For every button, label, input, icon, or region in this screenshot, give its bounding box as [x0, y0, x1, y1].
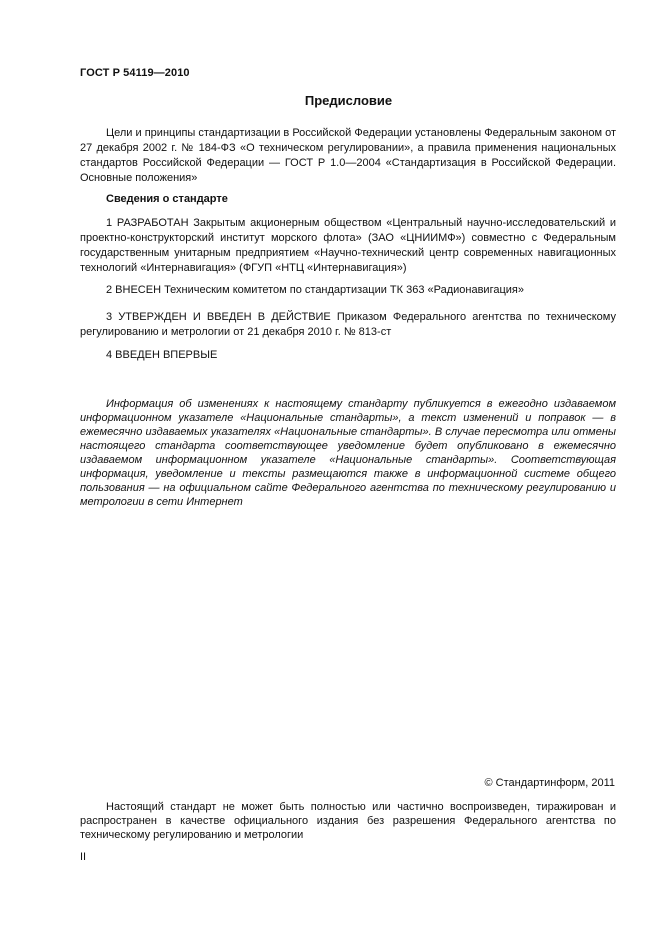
- info-item-3-text: 3 УТВЕРЖДЕН И ВВЕДЕН В ДЕЙСТВИЕ Приказом Федерального агентства по техническому регулированию и метрологии от 21 декабря 2010 г. № 813-ст: [80, 311, 616, 338]
- info-item-1: [80, 216, 616, 276]
- info-item-2-text: 2 ВНЕСЕН Техническим комитетом по стандартизации ТК 363 «Радионавигация»: [106, 284, 524, 296]
- page-number: II: [80, 851, 87, 863]
- changes-info-paragraph: [80, 397, 616, 509]
- info-item-3: [80, 310, 616, 340]
- section-heading: Сведения о стандарте: [106, 193, 228, 205]
- copyright-notice: © Стандартинформ, 2011: [484, 777, 615, 789]
- changes-info-text: Информация об изменениях к настоящему стандарту публикуется в ежегодно издаваемом информационном указателе «Национальные стандарты», а текст изменений и поправок — в ежемесячно издаваемых указателях «Национальные стандарты». В случае пересмотра или отмены настоящего стандарта соответствующее уведомление будет опубликовано в ежемесячно издаваемом информационном указателе «Национальные стандарты». Соответствующая информация, уведомление и тексты размещаются также в информационной системе общего пользования — на официальном сайте Федерального агентства по техническому регулированию и метрологии в сети Интернет: [80, 398, 616, 508]
- info-item-4: [80, 348, 616, 363]
- info-item-1-text: 1 РАЗРАБОТАН Закрытым акционерным обществом «Центральный научно-исследовательский и проектно-конструкторский институт морского флота» (ЗАО «ЦНИИМФ») совместно с Федеральным государственным унитарным предприятием «Научно-технический центр современных навигационных технологий «Интернавигация» (ФГУП «НТЦ «Интернавигация»): [80, 217, 616, 274]
- standard-code: ГОСТ Р 54119—2010: [80, 67, 190, 79]
- reproduction-note: [80, 800, 616, 842]
- info-item-4-text: 4 ВВЕДЕН ВПЕРВЫЕ: [106, 349, 218, 361]
- intro-paragraph: [80, 126, 616, 186]
- intro-text: Цели и принципы стандартизации в Российской Федерации установлены Федеральным законом от 27 декабря 2002 г. № 184-ФЗ «О техническом регулировании», а правила применения национальных стандартов Российской Федерации — ГОСТ Р 1.0—2004 «Стандартизация в Российской Федерации. Основные положения»: [80, 127, 616, 184]
- reproduction-note-text: Настоящий стандарт не может быть полностью или частично воспроизведен, тиражирован и распространен в качестве официального издания без разрешения Федерального агентства по техническому регулированию и метрологии: [80, 801, 616, 841]
- info-item-2: [80, 283, 616, 298]
- page-title: Предисловие: [304, 93, 393, 108]
